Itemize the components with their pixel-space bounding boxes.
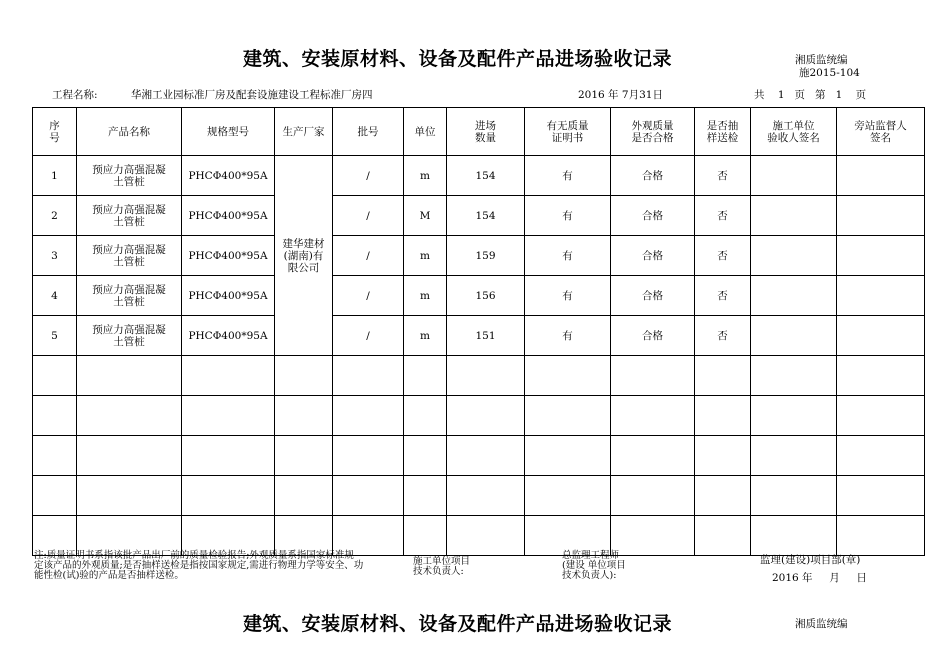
cell-contractor-sign[interactable]: [751, 276, 837, 316]
cell-appearance: 合格: [611, 276, 695, 316]
cell-batch: /: [333, 236, 404, 276]
cell-sample: 否: [695, 236, 751, 276]
header-product: 产品名称: [77, 108, 182, 156]
cell-sample: 否: [695, 196, 751, 236]
header-sample: 是否抽 样送检: [695, 108, 751, 156]
table-row: [33, 236, 925, 276]
cell-cert: 有: [525, 156, 611, 196]
cell-product: 预应力高强混凝 土管桩: [77, 236, 182, 276]
cell-qty: 156: [447, 276, 525, 316]
cell-appearance: 合格: [611, 316, 695, 356]
table-row: [33, 316, 925, 356]
header-spec: 规格型号: [182, 108, 275, 156]
page-info: 共 1 页 第 1 页: [754, 89, 867, 101]
cell-unit: m: [404, 156, 447, 196]
cell-spec: PHCΦ400*95A: [182, 236, 275, 276]
footer-issuer: 湘质监统编: [795, 618, 848, 630]
cell-appearance: 合格: [611, 196, 695, 236]
form-title: 建筑、安装原材料、设备及配件产品进场验收记录: [243, 48, 673, 70]
cell-seq: 2: [33, 196, 77, 236]
empty-row: [33, 356, 925, 396]
cell-unit: m: [404, 276, 447, 316]
cell-batch: /: [333, 276, 404, 316]
header-unit: 单位: [404, 108, 447, 156]
issuer-label: 湘质监统编: [795, 54, 848, 66]
cell-sample: 否: [695, 156, 751, 196]
cell-batch: /: [333, 316, 404, 356]
cell-product: 预应力高强混凝 土管桩: [77, 156, 182, 196]
cell-spec: PHCΦ400*95A: [182, 156, 275, 196]
header-supervisor: 旁站监督人 签名: [837, 108, 925, 156]
footnote: 注:质量证明书系指该批产品出厂前的质量检验报告;外观质量系指国家标准规 定该产品的外观质量;是否抽样送检是指按国家规定,需进行物理力学等安全、功 能性检(试)验的产品是否抽样送检。: [34, 550, 364, 581]
cell-qty: 159: [447, 236, 525, 276]
cell-unit: m: [404, 236, 447, 276]
cell-supervisor-sign[interactable]: [837, 276, 925, 316]
supervisor-signature-label: 总监理工程师 (建设 单位项目 技术负责人):: [562, 550, 626, 581]
cell-manufacturer: 建华建材 (湖南)有 限公司: [275, 156, 333, 356]
cell-product: 预应力高强混凝 土管桩: [77, 276, 182, 316]
header-seq: 序 号: [33, 108, 77, 156]
cell-unit: m: [404, 316, 447, 356]
header-appearance: 外观质量 是否合格: [611, 108, 695, 156]
acceptance-table: [32, 107, 925, 556]
cell-batch: /: [333, 156, 404, 196]
cell-appearance: 合格: [611, 156, 695, 196]
project-name: 华湘工业园标准厂房及配套设施建设工程标准厂房四: [131, 89, 373, 101]
cell-qty: 151: [447, 316, 525, 356]
header-row: [33, 108, 925, 156]
cell-product: 预应力高强混凝 土管桩: [77, 316, 182, 356]
table-row: [33, 276, 925, 316]
cell-batch: /: [333, 196, 404, 236]
record-date: 2016 年 7月31日: [578, 89, 663, 101]
cell-seq: 1: [33, 156, 77, 196]
header-batch: 批号: [333, 108, 404, 156]
cell-seq: 3: [33, 236, 77, 276]
header-qty: 进场 数量: [447, 108, 525, 156]
form-number: 施2015-104: [799, 67, 860, 79]
empty-row: [33, 476, 925, 516]
department-seal: 监理(建设)项目部(章): [760, 554, 861, 566]
cell-supervisor-sign[interactable]: [837, 236, 925, 276]
contractor-signature-label: 施工单位项目 技术负责人:: [413, 556, 471, 577]
cell-cert: 有: [525, 196, 611, 236]
cell-cert: 有: [525, 276, 611, 316]
table-row: [33, 156, 925, 196]
cell-sample: 否: [695, 316, 751, 356]
header-contractor: 施工单位 验收人签名: [751, 108, 837, 156]
header-cert: 有无质量 证明书: [525, 108, 611, 156]
cell-supervisor-sign[interactable]: [837, 316, 925, 356]
cell-appearance: 合格: [611, 236, 695, 276]
empty-row: [33, 396, 925, 436]
cell-qty: 154: [447, 156, 525, 196]
cell-seq: 5: [33, 316, 77, 356]
cell-contractor-sign[interactable]: [751, 316, 837, 356]
cell-seq: 4: [33, 276, 77, 316]
cell-contractor-sign[interactable]: [751, 236, 837, 276]
empty-row: [33, 436, 925, 476]
cell-cert: 有: [525, 236, 611, 276]
cell-qty: 154: [447, 196, 525, 236]
footer-title: 建筑、安装原材料、设备及配件产品进场验收记录: [243, 613, 673, 635]
cell-product: 预应力高强混凝 土管桩: [77, 196, 182, 236]
cell-contractor-sign[interactable]: [751, 196, 837, 236]
cell-contractor-sign[interactable]: [751, 156, 837, 196]
cell-spec: PHCΦ400*95A: [182, 276, 275, 316]
cell-supervisor-sign[interactable]: [837, 156, 925, 196]
project-label: 工程名称:: [52, 89, 98, 101]
cell-supervisor-sign[interactable]: [837, 196, 925, 236]
cell-cert: 有: [525, 316, 611, 356]
cell-sample: 否: [695, 276, 751, 316]
signature-date: 2016 年 月 日: [772, 572, 867, 584]
cell-unit: M: [404, 196, 447, 236]
cell-spec: PHCΦ400*95A: [182, 196, 275, 236]
cell-spec: PHCΦ400*95A: [182, 316, 275, 356]
header-maker: 生产厂家: [275, 108, 333, 156]
table-row: [33, 196, 925, 236]
